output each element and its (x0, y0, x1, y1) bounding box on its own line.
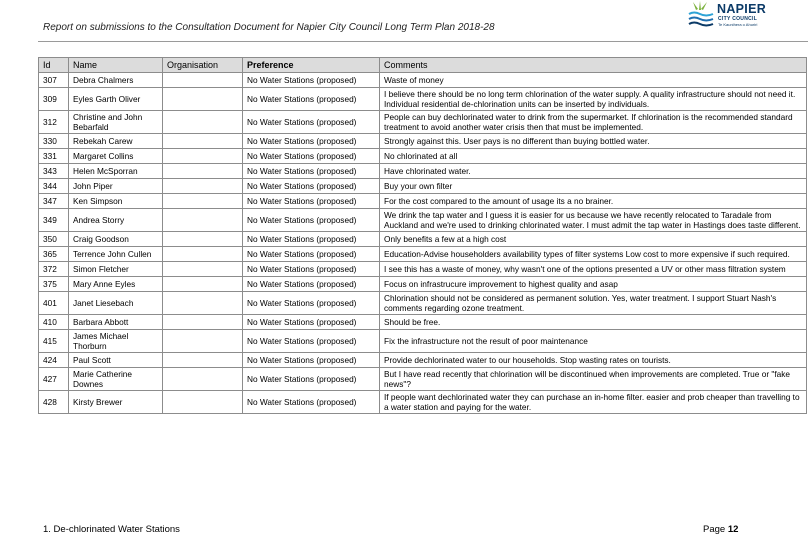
cell-id: 424 (39, 353, 69, 368)
cell-preference: No Water Stations (proposed) (243, 209, 380, 232)
cell-id: 375 (39, 277, 69, 292)
table-row (39, 330, 807, 353)
cell-preference: No Water Stations (proposed) (243, 134, 380, 149)
cell-organisation (163, 292, 243, 315)
cell-name: Rebekah Carew (69, 134, 163, 149)
cell-organisation (163, 368, 243, 391)
cell-name: Barbara Abbott (69, 315, 163, 330)
table-row (39, 368, 807, 391)
cell-organisation (163, 277, 243, 292)
cell-preference: No Water Stations (proposed) (243, 353, 380, 368)
page-number (703, 524, 738, 535)
cell-id: 309 (39, 88, 69, 111)
cell-comment: I believe there should be no long term chlorination of the water supply. A quality infrastructure should not need it. Individual residential de-chlorination units can be inserted by individuals. (380, 88, 807, 111)
logo-name: NAPIER (717, 2, 767, 16)
cell-id: 344 (39, 179, 69, 194)
cell-comment: If people want dechlorinated water they can purchase an in-home filter. easier and prob cheaper than travelling to a water station and paying for the water. (380, 391, 807, 414)
cell-preference: No Water Stations (proposed) (243, 194, 380, 209)
cell-id: 365 (39, 247, 69, 262)
cell-comment: Waste of money (380, 73, 807, 88)
cell-id: 347 (39, 194, 69, 209)
table-row (39, 247, 807, 262)
submissions-table (38, 57, 807, 414)
cell-organisation (163, 315, 243, 330)
table-row (39, 73, 807, 88)
cell-comment: Chlorination should not be considered as permanent solution. Yes, water treatment. I support Stuart Nash's comments regarding ozone treatment. (380, 292, 807, 315)
cell-comment: Education-Advise householders availability types of filter systems Low cost to more expensive if such required. (380, 247, 807, 262)
column-header-name: Name (69, 58, 163, 73)
cell-preference: No Water Stations (proposed) (243, 315, 380, 330)
cell-preference: No Water Stations (proposed) (243, 164, 380, 179)
cell-preference: No Water Stations (proposed) (243, 391, 380, 414)
cell-name: Debra Chalmers (69, 73, 163, 88)
column-header-id: Id (39, 58, 69, 73)
cell-preference: No Water Stations (proposed) (243, 179, 380, 194)
cell-id: 307 (39, 73, 69, 88)
cell-preference: No Water Stations (proposed) (243, 247, 380, 262)
cell-preference: No Water Stations (proposed) (243, 368, 380, 391)
cell-organisation (163, 194, 243, 209)
cell-preference: No Water Stations (proposed) (243, 262, 380, 277)
cell-name: Christine and John Bebarfald (69, 111, 163, 134)
cell-comment: I see this has a waste of money, why wasn't one of the options presented a UV or other mass filtration system (380, 262, 807, 277)
logo-tagline: Te Kaunihera o Ahuriri (718, 22, 758, 27)
cell-id: 330 (39, 134, 69, 149)
cell-comment: For the cost compared to the amount of usage its a no brainer. (380, 194, 807, 209)
cell-preference: No Water Stations (proposed) (243, 111, 380, 134)
cell-id: 312 (39, 111, 69, 134)
cell-name: Eyles Garth Oliver (69, 88, 163, 111)
cell-id: 410 (39, 315, 69, 330)
cell-name: Simon Fletcher (69, 262, 163, 277)
cell-organisation (163, 111, 243, 134)
cell-id: 372 (39, 262, 69, 277)
cell-comment: No chlorinated at all (380, 149, 807, 164)
cell-name: Andrea Storry (69, 209, 163, 232)
logo-subtitle: CITY COUNCIL (718, 16, 758, 22)
table-header-row (39, 58, 807, 73)
cell-name: Janet Liesebach (69, 292, 163, 315)
column-header-preference: Preference (243, 58, 380, 73)
cell-comment: People can buy dechlorinated water to drink from the supermarket. If chlorination is the recommended standard treatment to avoid another water crisis then that must be implemented. (380, 111, 807, 134)
footnote: 1. De-chlorinated Water Stations (43, 524, 180, 535)
cell-preference: No Water Stations (proposed) (243, 292, 380, 315)
cell-name: Ken Simpson (69, 194, 163, 209)
column-header-comments: Comments (380, 58, 807, 73)
cell-organisation (163, 209, 243, 232)
table-row (39, 262, 807, 277)
table-row (39, 232, 807, 247)
cell-preference: No Water Stations (proposed) (243, 88, 380, 111)
napier-logo-icon (687, 0, 715, 30)
table-row (39, 194, 807, 209)
cell-organisation (163, 391, 243, 414)
page-label: Page (703, 524, 726, 535)
cell-preference: No Water Stations (proposed) (243, 149, 380, 164)
cell-id: 343 (39, 164, 69, 179)
cell-organisation (163, 88, 243, 111)
cell-comment: But I have read recently that chlorination will be discontinued when improvements are completed. True or "fake news"? (380, 368, 807, 391)
table-row (39, 149, 807, 164)
cell-organisation (163, 149, 243, 164)
cell-id: 415 (39, 330, 69, 353)
table-row (39, 164, 807, 179)
cell-comment: Only benefits a few at a high cost (380, 232, 807, 247)
table-row (39, 353, 807, 368)
cell-id: 349 (39, 209, 69, 232)
cell-preference: No Water Stations (proposed) (243, 277, 380, 292)
table-row (39, 315, 807, 330)
cell-organisation (163, 134, 243, 149)
cell-organisation (163, 179, 243, 194)
cell-organisation (163, 247, 243, 262)
cell-name: John Piper (69, 179, 163, 194)
cell-comment: Focus on infrastrucure improvement to highest quality and asap (380, 277, 807, 292)
report-title: Report on submissions to the Consultation Document for Napier City Council Long Term Plan 2018-28 (43, 22, 495, 33)
table-row (39, 88, 807, 111)
cell-comment: Should be free. (380, 315, 807, 330)
table-row (39, 391, 807, 414)
cell-preference: No Water Stations (proposed) (243, 232, 380, 247)
cell-comment: Fix the infrastructure not the result of poor maintenance (380, 330, 807, 353)
cell-comment: Have chlorinated water. (380, 164, 807, 179)
cell-id: 331 (39, 149, 69, 164)
cell-name: Paul Scott (69, 353, 163, 368)
column-header-organisation: Organisation (163, 58, 243, 73)
cell-id: 427 (39, 368, 69, 391)
cell-name: Terrence John Cullen (69, 247, 163, 262)
page-number-value: 12 (727, 524, 739, 535)
cell-name: Helen McSporran (69, 164, 163, 179)
napier-logo (687, 0, 792, 30)
cell-organisation (163, 262, 243, 277)
table-row (39, 111, 807, 134)
table-row (39, 277, 807, 292)
cell-name: Kirsty Brewer (69, 391, 163, 414)
cell-name: Craig Goodson (69, 232, 163, 247)
cell-name: Margaret Collins (69, 149, 163, 164)
cell-organisation (163, 330, 243, 353)
cell-preference: No Water Stations (proposed) (243, 73, 380, 88)
cell-id: 428 (39, 391, 69, 414)
cell-name: Mary Anne Eyles (69, 277, 163, 292)
table-row (39, 209, 807, 232)
cell-comment: Provide dechlorinated water to our households. Stop wasting rates on tourists. (380, 353, 807, 368)
cell-name: Marie Catherine Downes (69, 368, 163, 391)
cell-preference: No Water Stations (proposed) (243, 330, 380, 353)
cell-name: James Michael Thorburn (69, 330, 163, 353)
table-row (39, 292, 807, 315)
table-row (39, 134, 807, 149)
cell-organisation (163, 73, 243, 88)
cell-id: 401 (39, 292, 69, 315)
cell-comment: We drink the tap water and I guess it is easier for us because we have recently relocated to Taradale from Auckland and we're used to drinking chlorinated water. I must admit the tap water in Hastings does taste different. (380, 209, 807, 232)
cell-comment: Strongly against this. User pays is no different than buying bottled water. (380, 134, 807, 149)
cell-comment: Buy your own filter (380, 179, 807, 194)
cell-organisation (163, 232, 243, 247)
cell-id: 350 (39, 232, 69, 247)
cell-organisation (163, 164, 243, 179)
cell-organisation (163, 353, 243, 368)
table-row (39, 179, 807, 194)
header-rule (38, 41, 808, 42)
